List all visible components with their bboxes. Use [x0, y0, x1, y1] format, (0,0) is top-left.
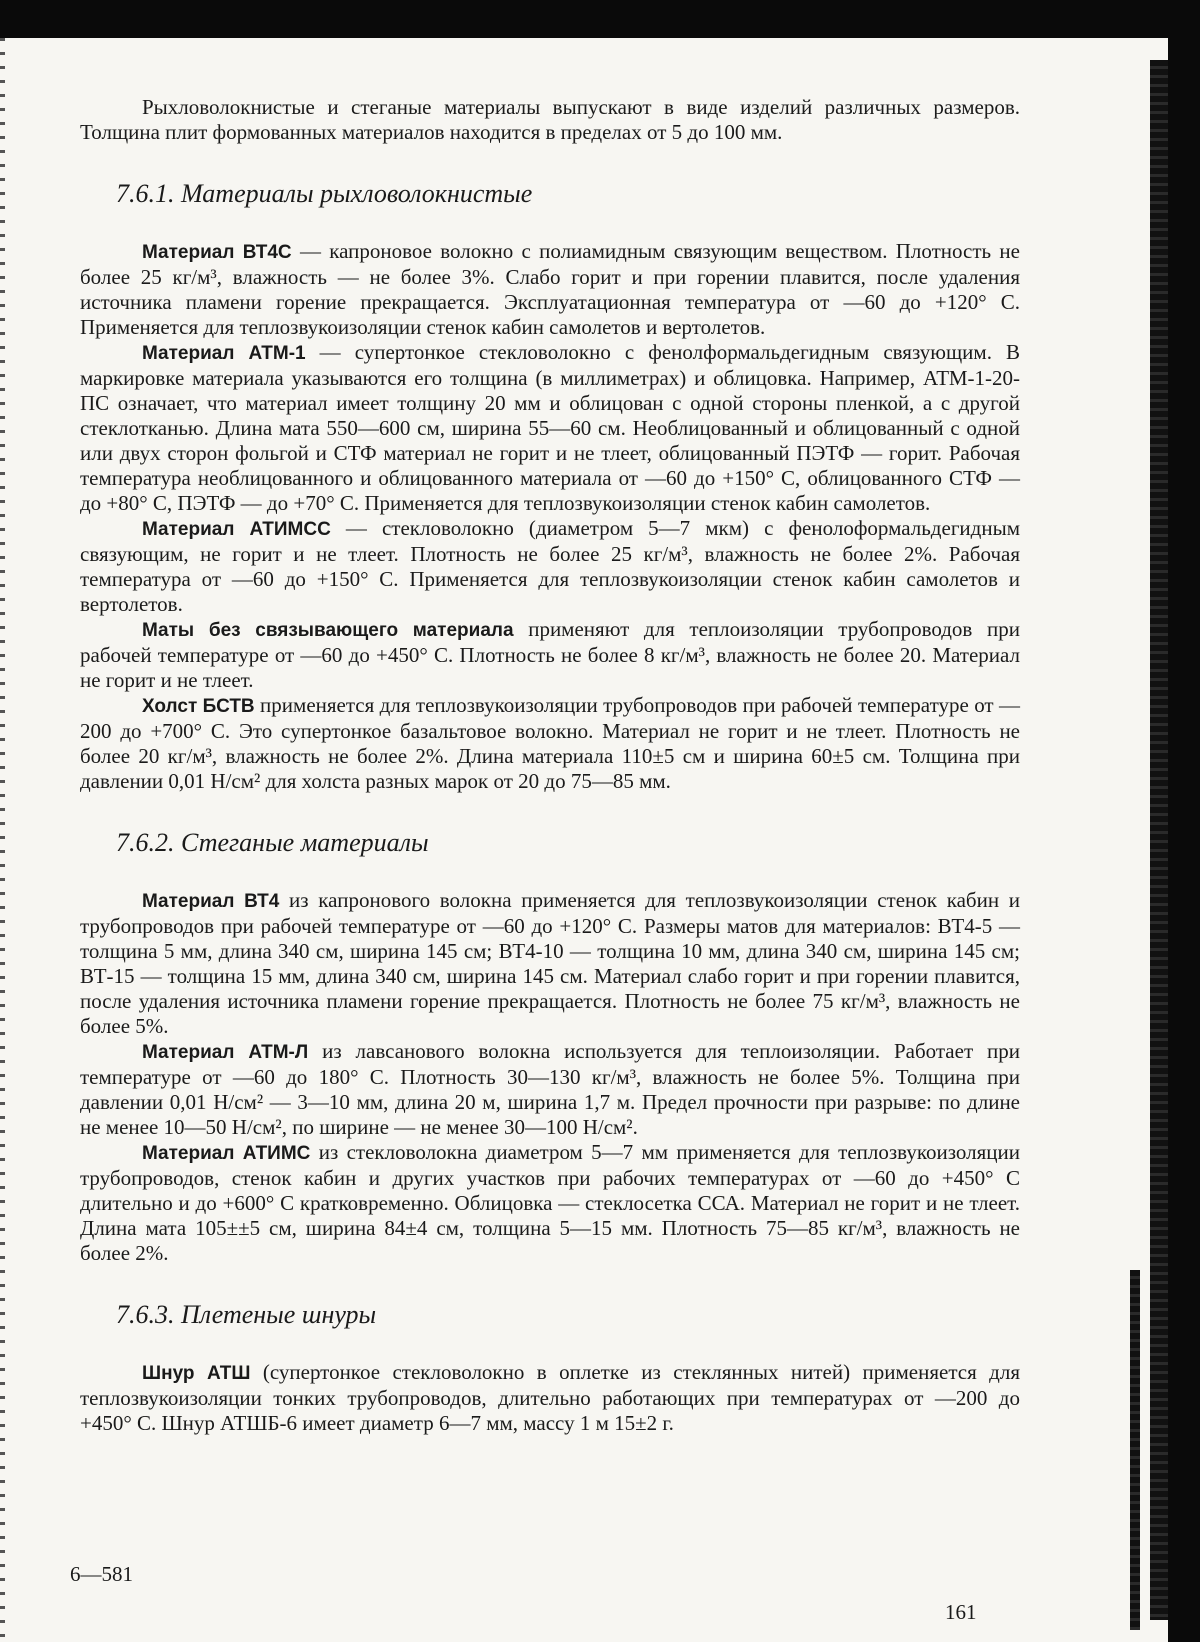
- paragraph: Материал ВТ4 из капронового волокна применяется для теплозвукоизоляции стенок кабин и трубопроводов при рабочей температуре от —60 до +120° С. Размеры матов для материалов: ВТ4-5 — толщина 5 мм, длина 340 см, ширина 145 см; ВТ4-10 — толщина 10 мм, длина 340 см, ширина 145 см; ВТ-15 — толщина 15 мм, длина 340 см, ширина 145 см. Материал слабо горит и при горении плавится, после удаления источника пламени горение прекращается. Плотность не более 75 кг/м³, влажность не более 5%.: [80, 888, 1021, 1038]
- term: Материал ВТ4: [142, 891, 280, 912]
- page-body: [80, 95, 1020, 1436]
- term: Материал АТМ-1: [142, 343, 306, 364]
- book-edge-strip-lower: [1130, 1270, 1140, 1630]
- printer-signature: 6—581: [70, 1562, 133, 1586]
- paragraph: Материал АТМ-1 — супертонкое стекловолокно с фенолформальдегидным связующим. В маркировке материала указываются его толщина (в миллиметрах) и облицовка. Например, АТМ-1-20-ПС означает, что материал имеет толщину 20 мм и облицован с одной стороны пленкой, а с другой стеклотканью. Длина мата 550—600 см, ширина 55—60 см. Необлицованный и облицованный с одной или двух сторон фольгой и СТФ материал не горит и не тлеет, облицованный ПЭТФ — горит. Рабочая температура необлицованного и облицованного материала от —60 до +150° С, облицованного СТФ — до +80° С, ПЭТФ — до +70° С. Применяется для теплозвукоизоляции стенок кабин самолетов.: [80, 340, 1020, 515]
- paragraph: Материал АТИМС из стекловолокна диаметром 5—7 мм применяется для теплозвукоизоляции трубопроводов, стенок кабин и других участков при рабочих температурах от —60 до +450° С длительно и до +600° С кратковременно. Облицовка — стеклосетка ССА. Материал не горит и не тлеет. Длина мата 105±±5 см, ширина 84±4 см, толщина 5—15 мм. Плотность 75—85 кг/м³, влажность не более 2%.: [80, 1140, 1020, 1265]
- scan-border-top: [0, 0, 1200, 38]
- term: Маты без связывающего материала: [142, 620, 514, 641]
- section-title-761: 7.6.1. Материалы рыхловолокнистые: [116, 179, 533, 208]
- section-title-763: 7.6.3. Плетеные шнуры: [116, 1300, 377, 1329]
- section-title-762: 7.6.2. Стеганые материалы: [116, 828, 429, 857]
- term: Шнур АТШ: [142, 1363, 251, 1384]
- paragraph: Холст БСТВ применяется для теплозвукоизоляции трубопроводов при рабочей температуре от —200 до +700° С. Это супертонкое базальтовое волокно. Материал не горит и не тлеет. Плотность не более 20 кг/м³, влажность не более 2%. Длина материала 110±5 см и ширина 60±5 см. Толщина при давлении 0,01 Н/см² для холста разных марок от 20 до 75—85 мм.: [80, 693, 1020, 793]
- scan-left-edge: [0, 38, 5, 1638]
- paragraph: Шнур АТШ (супертонкое стекловолокно в оплетке из стеклянных нитей) применяется для теплозвукоизоляции тонких трубопроводов, длительно работающих при температурах от —200 до +450° С. Шнур АТШБ-6 имеет диаметр 6—7 мм, массу 1 м 15±2 г.: [80, 1360, 1020, 1435]
- term: Материал АТИМСС: [142, 519, 331, 540]
- term: Материал АТИМС: [142, 1143, 311, 1164]
- page-number: 161: [945, 1600, 977, 1624]
- scan-border-right: [1168, 0, 1200, 1642]
- intro-paragraph: Рыхловолокнистые и стеганые материалы выпускают в виде изделий различных размеров. Толщина плит формованных материалов находится в пределах от 5 до 100 мм.: [80, 95, 1020, 144]
- book-edge-strip: [1150, 60, 1168, 1620]
- paragraph: Материал АТИМСС — стекловолокно (диаметром 5—7 мкм) с фенолоформальдегидным связующим, не горит и не тлеет. Плотность не более 25 кг/м³, влажность не более 2%. Рабочая температура от —60 до +150° С. Применяется для теплозвукоизоляции стенок кабин самолетов и вертолетов.: [80, 516, 1020, 616]
- term: Материал ВТ4С: [142, 242, 292, 263]
- paragraph: Материал АТМ-Л из лавсанового волокна используется для теплоизоляции. Работает при температуре от —60 до 180° С. Плотность 30—130 кг/м³, влажность не более 5%. Толщина при давлении 0,01 Н/см² — 3—10 мм, длина 20 м, ширина 1,7 м. Предел прочности при разрыве: по длине не менее 10—50 Н/см², по ширине — не менее 30—100 Н/см².: [80, 1039, 1020, 1139]
- term: Материал АТМ-Л: [142, 1042, 309, 1063]
- term: Холст БСТВ: [142, 696, 255, 717]
- paragraph: Материал ВТ4С — капроновое волокно с полиамидным связующим веществом. Плотность не более 25 кг/м³, влажность — не более 3%. Слабо горит и при горении плавится, после удаления источника пламени горение прекращается. Эксплуатационная температура от —60 до +120° С. Применяется для теплозвукоизоляции стенок кабин самолетов и вертолетов.: [80, 239, 1020, 339]
- paragraph: Маты без связывающего материала применяют для теплоизоляции трубопроводов при рабочей температуре от —60 до +450° С. Плотность не более 8 кг/м³, влажность не более 20. Материал не горит и не тлеет.: [80, 617, 1020, 692]
